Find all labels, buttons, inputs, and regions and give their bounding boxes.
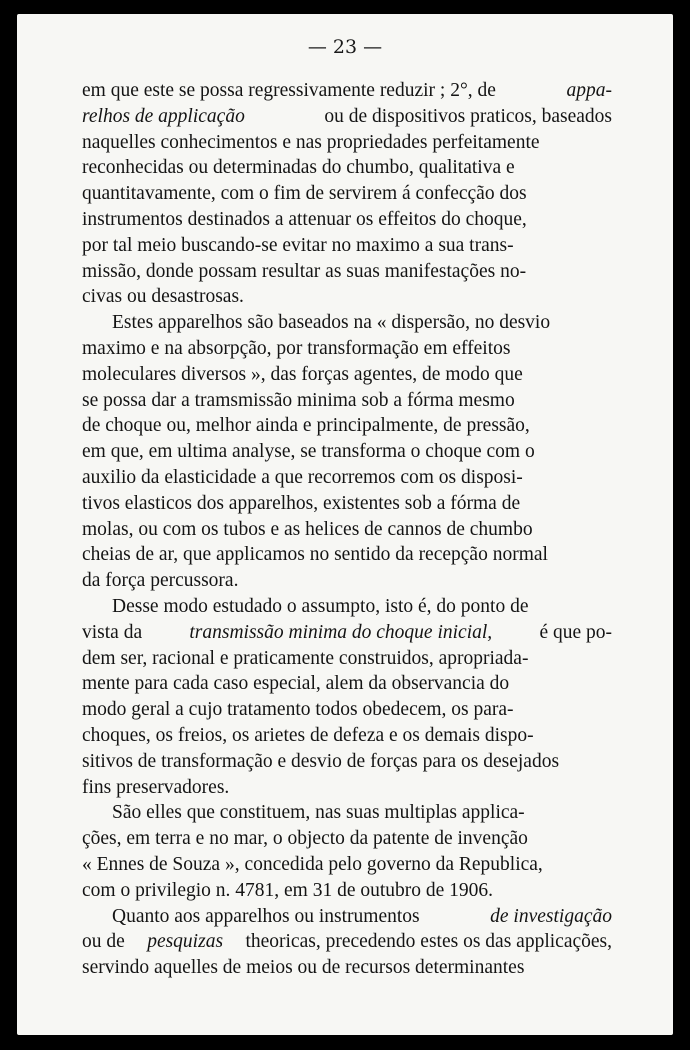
- line-text: instrumentos destinados a attenuar os effeitos do choque,: [82, 208, 527, 230]
- line-text: fins preservadores.: [82, 776, 230, 798]
- text-line: [82, 284, 612, 310]
- text-line: [82, 955, 612, 981]
- text-line: [82, 439, 612, 465]
- text-line: [82, 491, 612, 517]
- line-text: Desse modo estudado o assumpto, isto é, do ponto de: [112, 595, 529, 617]
- line-text: se possa dar a tramsmissão minima sob a fórma mesmo: [82, 389, 515, 411]
- text-line: [82, 775, 612, 801]
- text-line: [82, 594, 612, 620]
- line-text: choques, os freios, os arietes de defeza e os demais dispo-: [82, 724, 534, 746]
- body-text: [82, 78, 612, 981]
- line-text: modo geral a cujo tratamento todos obedecem, os para-: [82, 699, 514, 721]
- line-text: da força percussora.: [82, 570, 239, 592]
- line-text: vista da: [82, 621, 143, 643]
- line-text: é que po-: [539, 621, 612, 643]
- line-text: reconhecidas ou determinadas do chumbo, qualitativa e: [82, 157, 515, 179]
- line-text: moleculares diversos », das forças agentes, de modo que: [82, 363, 523, 385]
- line-text: sitivos de transformação e desvio de forças para os desejados: [82, 750, 560, 772]
- text-line: [82, 310, 612, 336]
- text-line: [82, 259, 612, 285]
- text-line: [82, 929, 612, 955]
- text-line: [82, 336, 612, 362]
- line-text: theoricas, precedendo estes os das applicações,: [245, 931, 612, 953]
- text-line: [82, 800, 612, 826]
- text-line: [82, 620, 612, 646]
- text-line: [82, 388, 612, 414]
- text-line: [82, 826, 612, 852]
- text-line: [82, 362, 612, 388]
- text-line: [82, 904, 612, 930]
- line-text: São elles que constituem, nas suas multiplas applica-: [112, 802, 525, 824]
- line-italic: transmissão minima do choque inicial,: [189, 621, 493, 643]
- text-line: [82, 671, 612, 697]
- line-italic: relhos de applicação: [82, 105, 245, 127]
- line-text: naquelles conhecimentos e nas propriedades perfeitamente: [82, 131, 540, 153]
- book-page: [17, 14, 673, 1035]
- line-italic: pesquizas: [147, 931, 224, 953]
- line-text: dem ser, racional e praticamente construidos, apropriada-: [82, 647, 529, 669]
- line-text: de choque ou, melhor ainda e principalmente, de pressão,: [82, 415, 530, 437]
- text-line: [82, 181, 612, 207]
- line-text: ou de dispositivos praticos, baseados: [324, 105, 612, 127]
- text-line: [82, 749, 612, 775]
- text-line: [82, 542, 612, 568]
- line-text: em que este se possa regressivamente reduzir ; 2°, de: [82, 80, 496, 101]
- text-line: [82, 104, 612, 130]
- text-line: [82, 233, 612, 259]
- text-line: [82, 517, 612, 543]
- text-line: [82, 723, 612, 749]
- text-line: [82, 155, 612, 181]
- line-text: civas ou desastrosas.: [82, 286, 244, 308]
- text-line: [82, 207, 612, 233]
- text-line: [82, 130, 612, 156]
- line-text: tivos elasticos dos apparelhos, existentes sob a fórma de: [82, 492, 521, 514]
- line-text: auxilio da elasticidade a que recorremos com os disposi-: [82, 466, 523, 488]
- page-number: — 23 —: [307, 36, 383, 58]
- line-italic: de investigação: [490, 905, 612, 927]
- line-text: missão, donde possam resultar as suas manifestações no-: [82, 260, 527, 282]
- line-text: quantitavamente, com o fim de servirem á confecção dos: [82, 183, 527, 205]
- text-line: [82, 697, 612, 723]
- text-line: [82, 852, 612, 878]
- text-line: [82, 646, 612, 672]
- line-text: cheias de ar, que applicamos no sentido da recepção normal: [82, 544, 548, 566]
- line-text: ções, em terra e no mar, o objecto da patente de invenção: [82, 828, 528, 850]
- text-line: [82, 78, 612, 104]
- line-text: « Ennes de Souza », concedida pelo governo da Republica,: [82, 853, 543, 875]
- line-text: em que, em ultima analyse, se transforma o choque com o: [82, 441, 535, 463]
- line-text: por tal meio buscando-se evitar no maximo a sua trans-: [82, 234, 514, 256]
- line-text: com o privilegio n. 4781, em 31 de outubro de 1906.: [82, 879, 494, 901]
- line-text: mente para cada caso especial, alem da observancia do: [82, 673, 510, 695]
- line-text: Quanto aos apparelhos ou instrumentos: [112, 905, 420, 927]
- line-italic: appa-: [566, 80, 612, 101]
- text-line: [82, 413, 612, 439]
- line-text: ou de: [82, 931, 125, 953]
- line-text: molas, ou com os tubos e as helices de cannos de chumbo: [82, 518, 533, 540]
- text-line: [82, 568, 612, 594]
- line-text: Estes apparelhos são baseados na « dispersão, no desvio: [112, 312, 551, 334]
- text-line: [82, 465, 612, 491]
- line-text: maximo e na absorpção, por transformação em effeitos: [82, 337, 511, 359]
- text-line: [82, 878, 612, 904]
- line-text: servindo aquelles de meios ou de recursos determinantes: [82, 957, 525, 979]
